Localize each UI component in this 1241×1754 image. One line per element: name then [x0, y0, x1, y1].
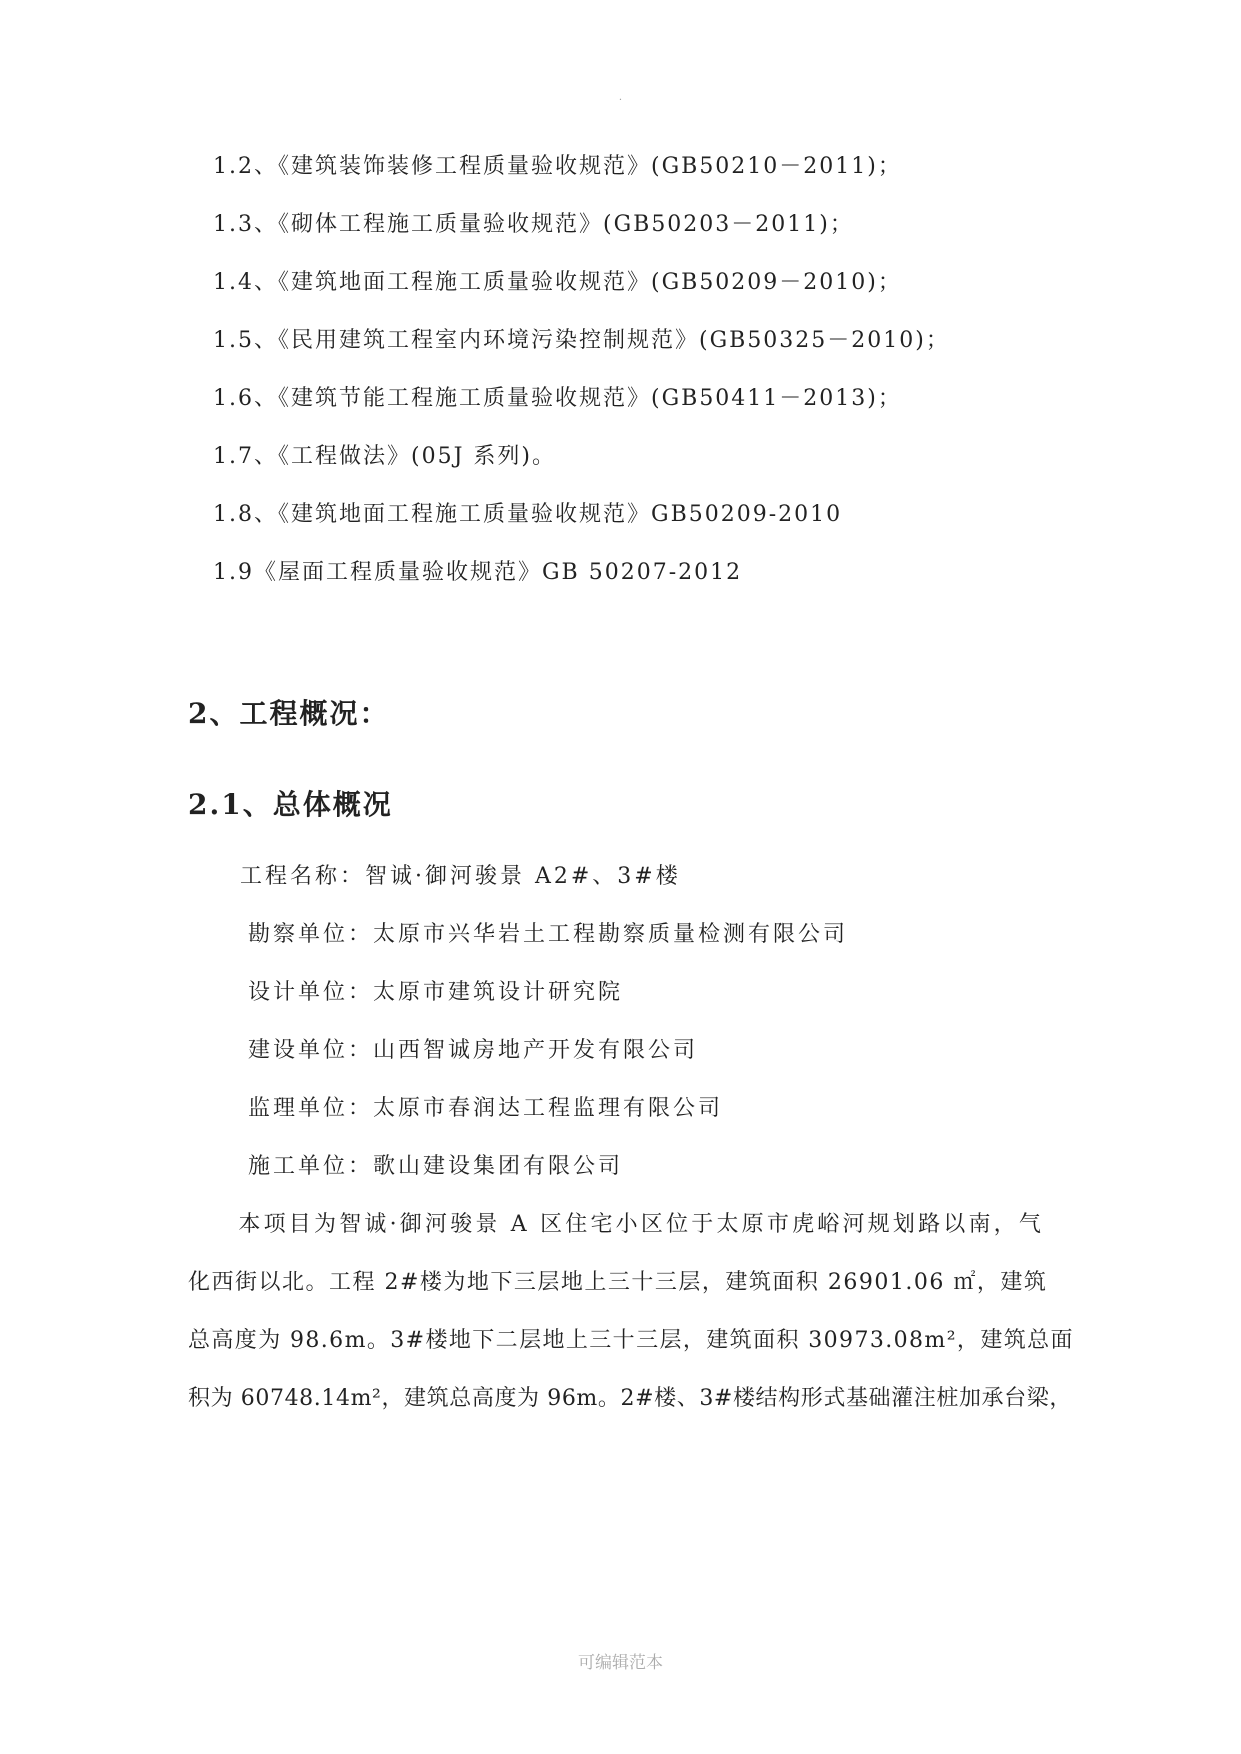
header-dot: .	[618, 92, 623, 103]
description-line: 化西街以北。工程 2#楼为地下三层地上三十三层，建筑面积 26901.06 ㎡，建筑	[188, 1270, 1048, 1295]
project-name: 工程名称：智诚·御河骏景 A2#、3#楼	[240, 864, 681, 889]
reference-item: 1.5、《民用建筑工程室内环境污染控制规范》(GB50325－2010)；	[213, 328, 950, 353]
reference-item: 1.8、《建筑地面工程施工质量验收规范》GB50209-2010	[213, 502, 843, 527]
reference-item: 1.4、《建筑地面工程施工质量验收规范》(GB50209－2010)；	[213, 270, 902, 295]
reference-item: 1.7、《工程做法》(05J 系列)。	[213, 444, 556, 469]
footer-note: 可编辑范本	[578, 1653, 663, 1673]
description-line: 本项目为智诚·御河骏景 A 区住宅小区位于太原市虎峪河规划路以南，气	[188, 1212, 1045, 1237]
reference-item: 1.3、《砌体工程施工质量验收规范》(GB50203－2011)；	[213, 212, 854, 237]
subsection-heading: 2.1、总体概况	[188, 788, 393, 821]
survey-unit: 勘察单位：太原市兴华岩土工程勘察质量检测有限公司	[248, 922, 849, 947]
design-unit: 设计单位：太原市建筑设计研究院	[248, 980, 624, 1005]
description-line: 积为 60748.14m²，建筑总高度为 96m。2#楼、3#楼结构形式基础灌注桩加承台梁，	[188, 1386, 1072, 1411]
construction-owner: 建设单位：山西智诚房地产开发有限公司	[248, 1038, 699, 1063]
reference-item: 1.9《屋面工程质量验收规范》GB 50207-2012	[213, 560, 743, 585]
section-heading: 2、工程概况：	[188, 697, 390, 730]
contractor-unit: 施工单位：歌山建设集团有限公司	[248, 1154, 624, 1179]
description-line: 总高度为 98.6m。3#楼地下二层地上三十三层，建筑面积 30973.08m²，建筑总面	[188, 1328, 1074, 1353]
reference-item: 1.2、《建筑装饰装修工程质量验收规范》(GB50210－2011)；	[213, 154, 902, 179]
reference-item: 1.6、《建筑节能工程施工质量验收规范》(GB50411－2013)；	[213, 386, 902, 411]
supervision-unit: 监理单位：太原市春润达工程监理有限公司	[248, 1096, 724, 1121]
